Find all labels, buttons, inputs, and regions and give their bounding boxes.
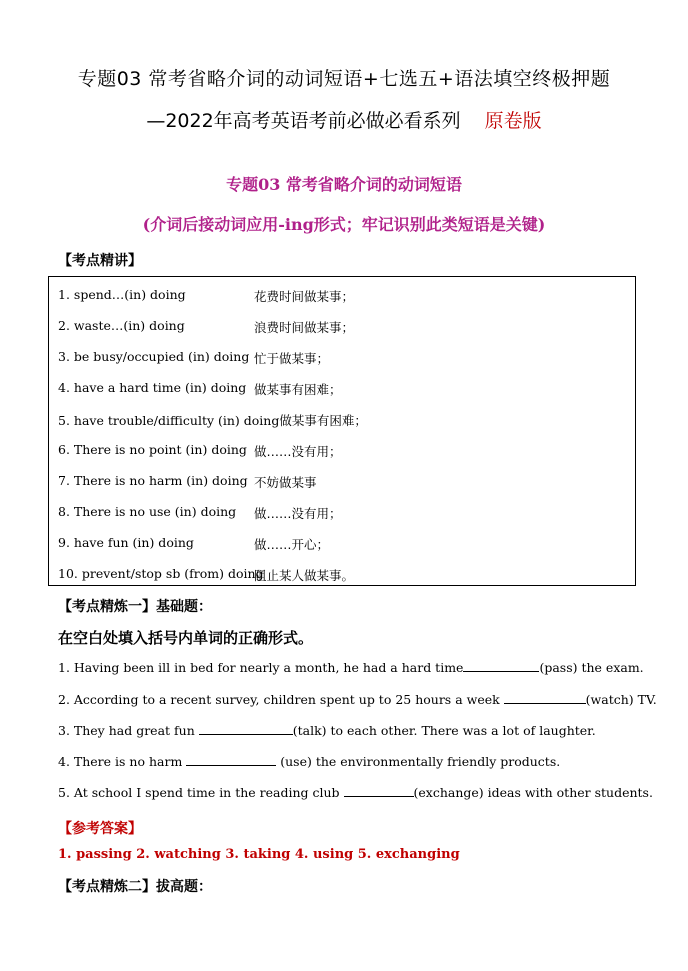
question: 2. According to a recent survey, children spent up to 25 hours a week (watch) TV. (58, 692, 657, 707)
answers-text: 1. passing 2. watching 3. taking 4. using 5. exchanging (58, 847, 460, 862)
points-label: 【考点精讲】 (58, 253, 142, 269)
point-item: 1. spend…(in) doing 花费时间做某事； (58, 287, 355, 304)
answer-blank[interactable] (199, 722, 293, 735)
point-item: 6. There is no point (in) doing 做……没有用； (58, 442, 342, 459)
document-subtitle (0, 106, 688, 133)
points-box (48, 276, 636, 586)
edition-badge: 原卷版 (484, 110, 542, 132)
point-item: 2. waste…(in) doing 浪费时间做某事； (58, 318, 355, 335)
question: 1. Having been ill in bed for nearly a month, he had a hard time (pass) the exam. (58, 660, 644, 675)
point-item: 5. have trouble/difficulty (in) doing做某事有困难； (58, 413, 367, 428)
answer-blank[interactable] (344, 784, 414, 797)
point-item: 10. prevent/stop sb (from) doing 阻止某人做某事。 (58, 566, 355, 583)
point-item: 9. have fun (in) doing 做……开心； (58, 535, 330, 552)
answers-label: 【参考答案】 (58, 821, 142, 837)
point-item: 8. There is no use (in) doing 做……没有用； (58, 504, 342, 521)
practice1-label: 【考点精炼一】基础题： (58, 599, 212, 615)
section-subheading: (介词后接动词应用-ing形式；牢记识别此类短语是关键) (142, 215, 546, 234)
answer-blank[interactable] (504, 691, 586, 704)
answer-blank[interactable] (186, 753, 276, 766)
practice2-label: 【考点精炼二】拔高题： (58, 879, 212, 895)
question: 3. They had great fun (talk) to each other. There was a lot of laughter. (58, 723, 596, 738)
answer-blank[interactable] (463, 659, 539, 672)
point-item: 3. be busy/occupied (in) doing 忙于做某事； (58, 349, 330, 366)
point-item: 7. There is no harm (in) doing 不妨做某事 (58, 473, 317, 490)
section-heading: 专题03 常考省略介词的动词短语 (226, 175, 462, 194)
point-item: 4. have a hard time (in) doing 做某事有困难； (58, 380, 342, 397)
subtitle-text: —2022年高考英语考前必做必看系列 (146, 110, 461, 132)
practice1-instruction: 在空白处填入括号内单词的正确形式。 (58, 629, 314, 647)
question: 5. At school I spend time in the reading club (exchange) ideas with other students. (58, 785, 653, 800)
document-title: 专题03 常考省略介词的动词短语+七选五+语法填空终极押题 (77, 68, 611, 90)
question: 4. There is no harm (use) the environmentally friendly products. (58, 754, 561, 769)
